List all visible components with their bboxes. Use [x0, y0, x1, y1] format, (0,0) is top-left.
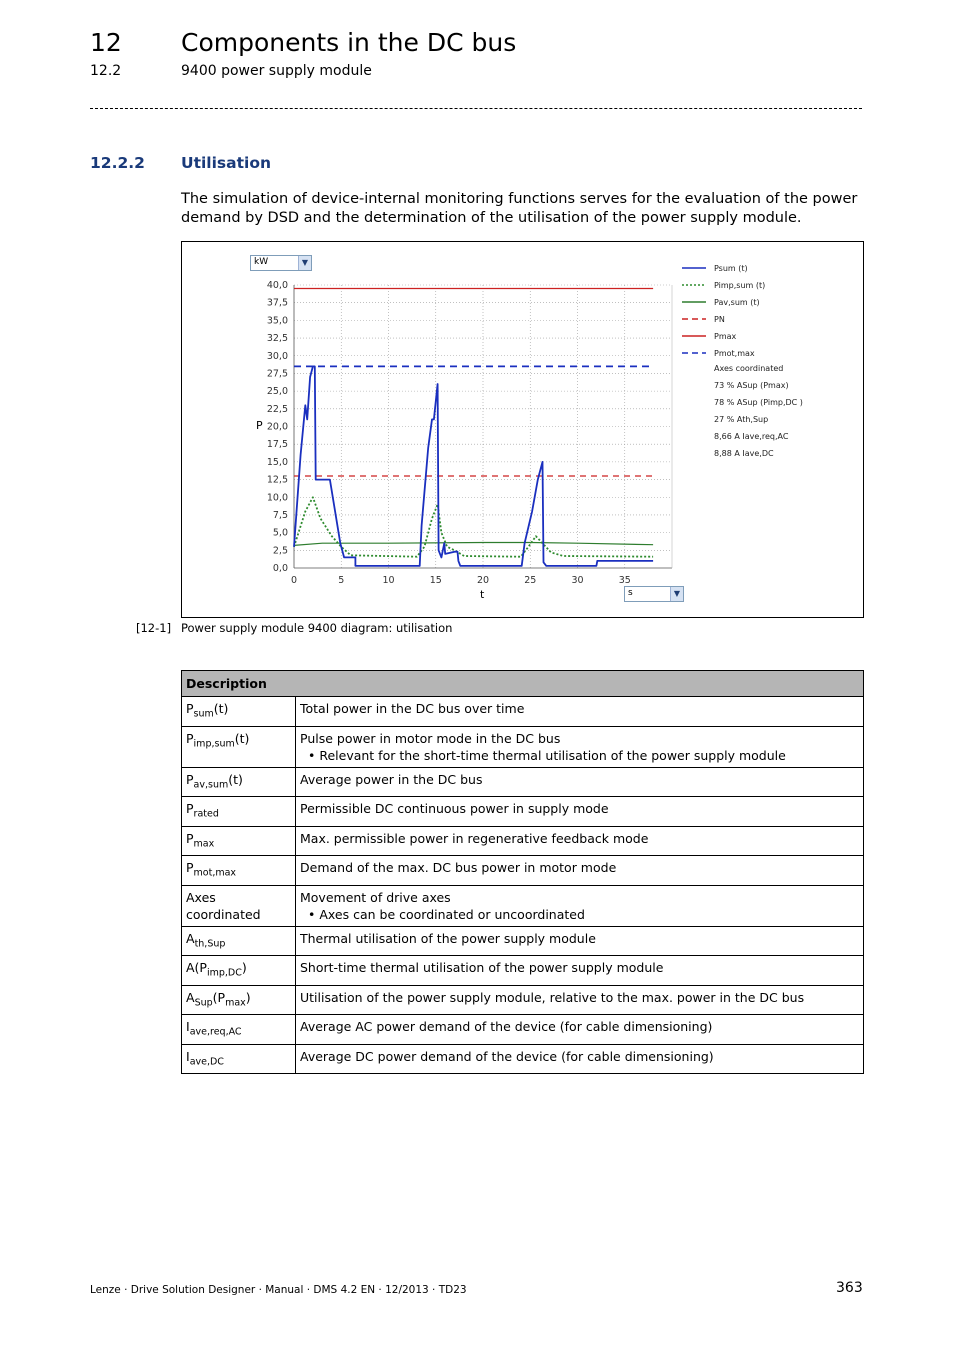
symbol-subscript: rated	[193, 808, 219, 820]
symbol-text: P	[186, 730, 194, 746]
legend-entry: Pmot,max	[714, 349, 755, 358]
symbol-subscript: max	[225, 997, 246, 1008]
symbol-cell	[182, 956, 296, 986]
y-tick-label: 32,5	[266, 333, 288, 345]
y-tick-label: 27,5	[266, 368, 288, 380]
description-bullet: • Relevant for the short-time thermal utilisation of the power supply module	[308, 747, 786, 763]
legend-entry: PN	[714, 315, 725, 324]
description-cell	[296, 726, 864, 767]
symbol-text: (t)	[213, 701, 229, 716]
description-cell	[296, 826, 864, 856]
symbol-text: )	[245, 989, 251, 1005]
symbol-text: A(P	[186, 960, 207, 975]
description-text: Average AC power demand of the device (for cable dimensioning)	[300, 1019, 713, 1034]
legend-entry: Psum (t)	[714, 264, 748, 273]
table-row	[182, 726, 864, 767]
symbol-text: (P	[212, 989, 226, 1005]
symbol-text: P	[186, 701, 194, 716]
y-tick-label: 40,0	[266, 280, 288, 291]
legend-entry: Pav,sum (t)	[714, 298, 760, 307]
table-header: Description	[182, 671, 864, 697]
description-text: Utilisation of the power supply module, relative to the max. power in the DC bus	[300, 989, 805, 1005]
x-tick-label: 25	[524, 575, 537, 586]
description-text: Demand of the max. DC bus power in motor mode	[300, 860, 617, 875]
symbol-subscript: mot,max	[193, 867, 237, 879]
symbol-cell	[182, 767, 296, 797]
table-row	[182, 926, 864, 956]
symbol-cell	[182, 797, 296, 827]
table-row	[182, 956, 864, 986]
unit-select-value: kW	[254, 257, 269, 267]
table-row	[182, 1044, 864, 1074]
chapter-title: Components in the DC bus	[181, 28, 517, 57]
description-table	[181, 670, 864, 1074]
description-text: Average DC power demand of the device (for cable dimensioning)	[300, 1048, 714, 1064]
section-number: 12.2	[90, 63, 122, 79]
info-line: Axes coordinated	[714, 364, 784, 373]
description-cell	[296, 856, 864, 886]
symbol-text: P	[186, 801, 194, 816]
symbol-text: I	[186, 1019, 190, 1034]
y-tick-label: 12,5	[266, 474, 288, 486]
y-tick-label: 10,0	[266, 492, 288, 504]
y-tick-label: 2,5	[272, 545, 288, 557]
symbol-subscript: max	[193, 838, 215, 849]
info-line: 27 % Ath,Sup	[714, 415, 769, 424]
utilisation-figure	[181, 241, 864, 618]
table-row	[182, 885, 864, 926]
y-tick-label: 0,0	[272, 563, 288, 574]
table-row	[182, 856, 864, 886]
y-tick-label: 30,0	[266, 350, 288, 362]
subsection-title: Utilisation	[181, 154, 272, 172]
symbol-subscript: ave,req,AC	[189, 1026, 242, 1038]
section-title: 9400 power supply module	[181, 63, 372, 79]
table-row	[182, 985, 864, 1015]
description-text: Total power in the DC bus over time	[300, 701, 525, 716]
symbol-subscript: ave,DC	[189, 1056, 224, 1067]
description-cell	[296, 697, 864, 727]
y-axis-label: P	[256, 419, 263, 432]
description-text: Thermal utilisation of the power supply module	[300, 930, 596, 946]
table-row	[182, 1015, 864, 1045]
chapter-number: 12	[90, 28, 122, 57]
x-tick-label: 5	[338, 575, 345, 586]
intro-paragraph: The simulation of device-internal monitoring functions serves for the evaluation of the power demand by DSD and the determination of the utilisation of the power supply module.	[181, 191, 858, 226]
y-tick-label: 37,5	[266, 297, 288, 309]
x-tick-label: 35	[618, 575, 631, 586]
symbol-text: Axes coordinated	[186, 889, 261, 922]
y-tick-label: 25,0	[266, 386, 288, 398]
symbol-subscript: sum	[193, 708, 214, 720]
description-cell	[296, 985, 864, 1015]
footer-text: Lenze · Drive Solution Designer · Manual · DMS 4.2 EN · 12/2013 · TD23	[90, 1284, 467, 1296]
table-row	[182, 767, 864, 797]
x-tick-label: 20	[476, 575, 490, 586]
description-text: Permissible DC continuous power in supply mode	[300, 801, 609, 816]
table-row	[182, 697, 864, 727]
description-bullet: • Axes can be coordinated or uncoordinated	[308, 906, 585, 922]
x-tick-label: 15	[429, 575, 442, 586]
symbol-subscript: imp,sum	[193, 738, 235, 749]
series-line-2	[294, 543, 653, 546]
page-number: 363	[836, 1280, 863, 1296]
description-text: Short-time thermal utilisation of the power supply module	[300, 960, 664, 975]
symbol-cell	[182, 1044, 296, 1074]
symbol-text: )	[241, 960, 247, 975]
symbol-cell	[182, 697, 296, 727]
legend-entry: Pmax	[714, 332, 737, 341]
series-line-1	[294, 497, 653, 556]
symbol-text: P	[186, 860, 194, 875]
description-text: Average power in the DC bus	[300, 771, 483, 787]
info-line: 73 % ASup (Pmax)	[714, 381, 789, 390]
table-row	[182, 797, 864, 827]
description-cell	[296, 956, 864, 986]
symbol-text: (t)	[234, 730, 250, 746]
symbol-cell	[182, 926, 296, 956]
symbol-text: A	[186, 930, 195, 946]
y-tick-label: 7,5	[272, 509, 288, 521]
figure-caption-number: [12-1]	[136, 621, 172, 635]
y-tick-label: 17,5	[266, 439, 288, 451]
y-tick-label: 20,0	[266, 421, 288, 433]
symbol-subscript: Sup	[194, 997, 213, 1008]
x-tick-label: 10	[382, 575, 395, 586]
description-cell	[296, 885, 864, 926]
info-line: 78 % ASup (Pimp,DC )	[714, 398, 803, 407]
symbol-cell	[182, 985, 296, 1015]
symbol-subscript: av,sum	[193, 779, 229, 790]
figure-caption: Power supply module 9400 diagram: utilisation	[181, 621, 453, 635]
description-text: Max. permissible power in regenerative feedback mode	[300, 830, 649, 846]
symbol-cell	[182, 856, 296, 886]
description-cell	[296, 767, 864, 797]
symbol-subscript: th,Sup	[194, 938, 226, 949]
x-axis-label: t	[480, 588, 485, 601]
y-tick-label: 5,0	[272, 527, 288, 539]
power-chart	[182, 242, 863, 617]
time-unit-select-value: s	[628, 588, 633, 598]
y-tick-label: 15,0	[266, 456, 288, 468]
description-cell	[296, 926, 864, 956]
subsection-number: 12.2.2	[90, 154, 145, 172]
description-cell	[296, 1015, 864, 1045]
y-tick-label: 22,5	[266, 403, 288, 415]
symbol-text: A	[186, 989, 195, 1005]
series-line-0	[294, 366, 653, 566]
x-tick-label: 0	[290, 575, 298, 586]
description-cell	[296, 1044, 864, 1074]
info-line: 8,88 A Iave,DC	[714, 449, 774, 458]
header-divider	[90, 108, 862, 109]
chevron-down-icon: ▼	[670, 587, 683, 601]
info-line: 8,66 A Iave,req,AC	[714, 432, 789, 441]
description-cell	[296, 797, 864, 827]
chevron-down-icon: ▼	[298, 256, 311, 270]
legend-entry: Pimp,sum (t)	[714, 281, 766, 290]
x-tick-label: 30	[571, 575, 584, 586]
symbol-text: I	[186, 1048, 190, 1064]
table-row	[182, 826, 864, 856]
description-text: Movement of drive axes	[300, 889, 451, 905]
symbol-text: P	[186, 830, 194, 846]
y-tick-label: 35,0	[266, 315, 288, 327]
symbol-subscript: imp,DC	[206, 967, 242, 979]
symbol-cell	[182, 726, 296, 767]
symbol-cell	[182, 885, 296, 926]
description-text: Pulse power in motor mode in the DC bus	[300, 730, 561, 746]
symbol-cell	[182, 826, 296, 856]
symbol-text: (t)	[228, 771, 243, 787]
symbol-cell	[182, 1015, 296, 1045]
symbol-text: P	[186, 771, 194, 787]
